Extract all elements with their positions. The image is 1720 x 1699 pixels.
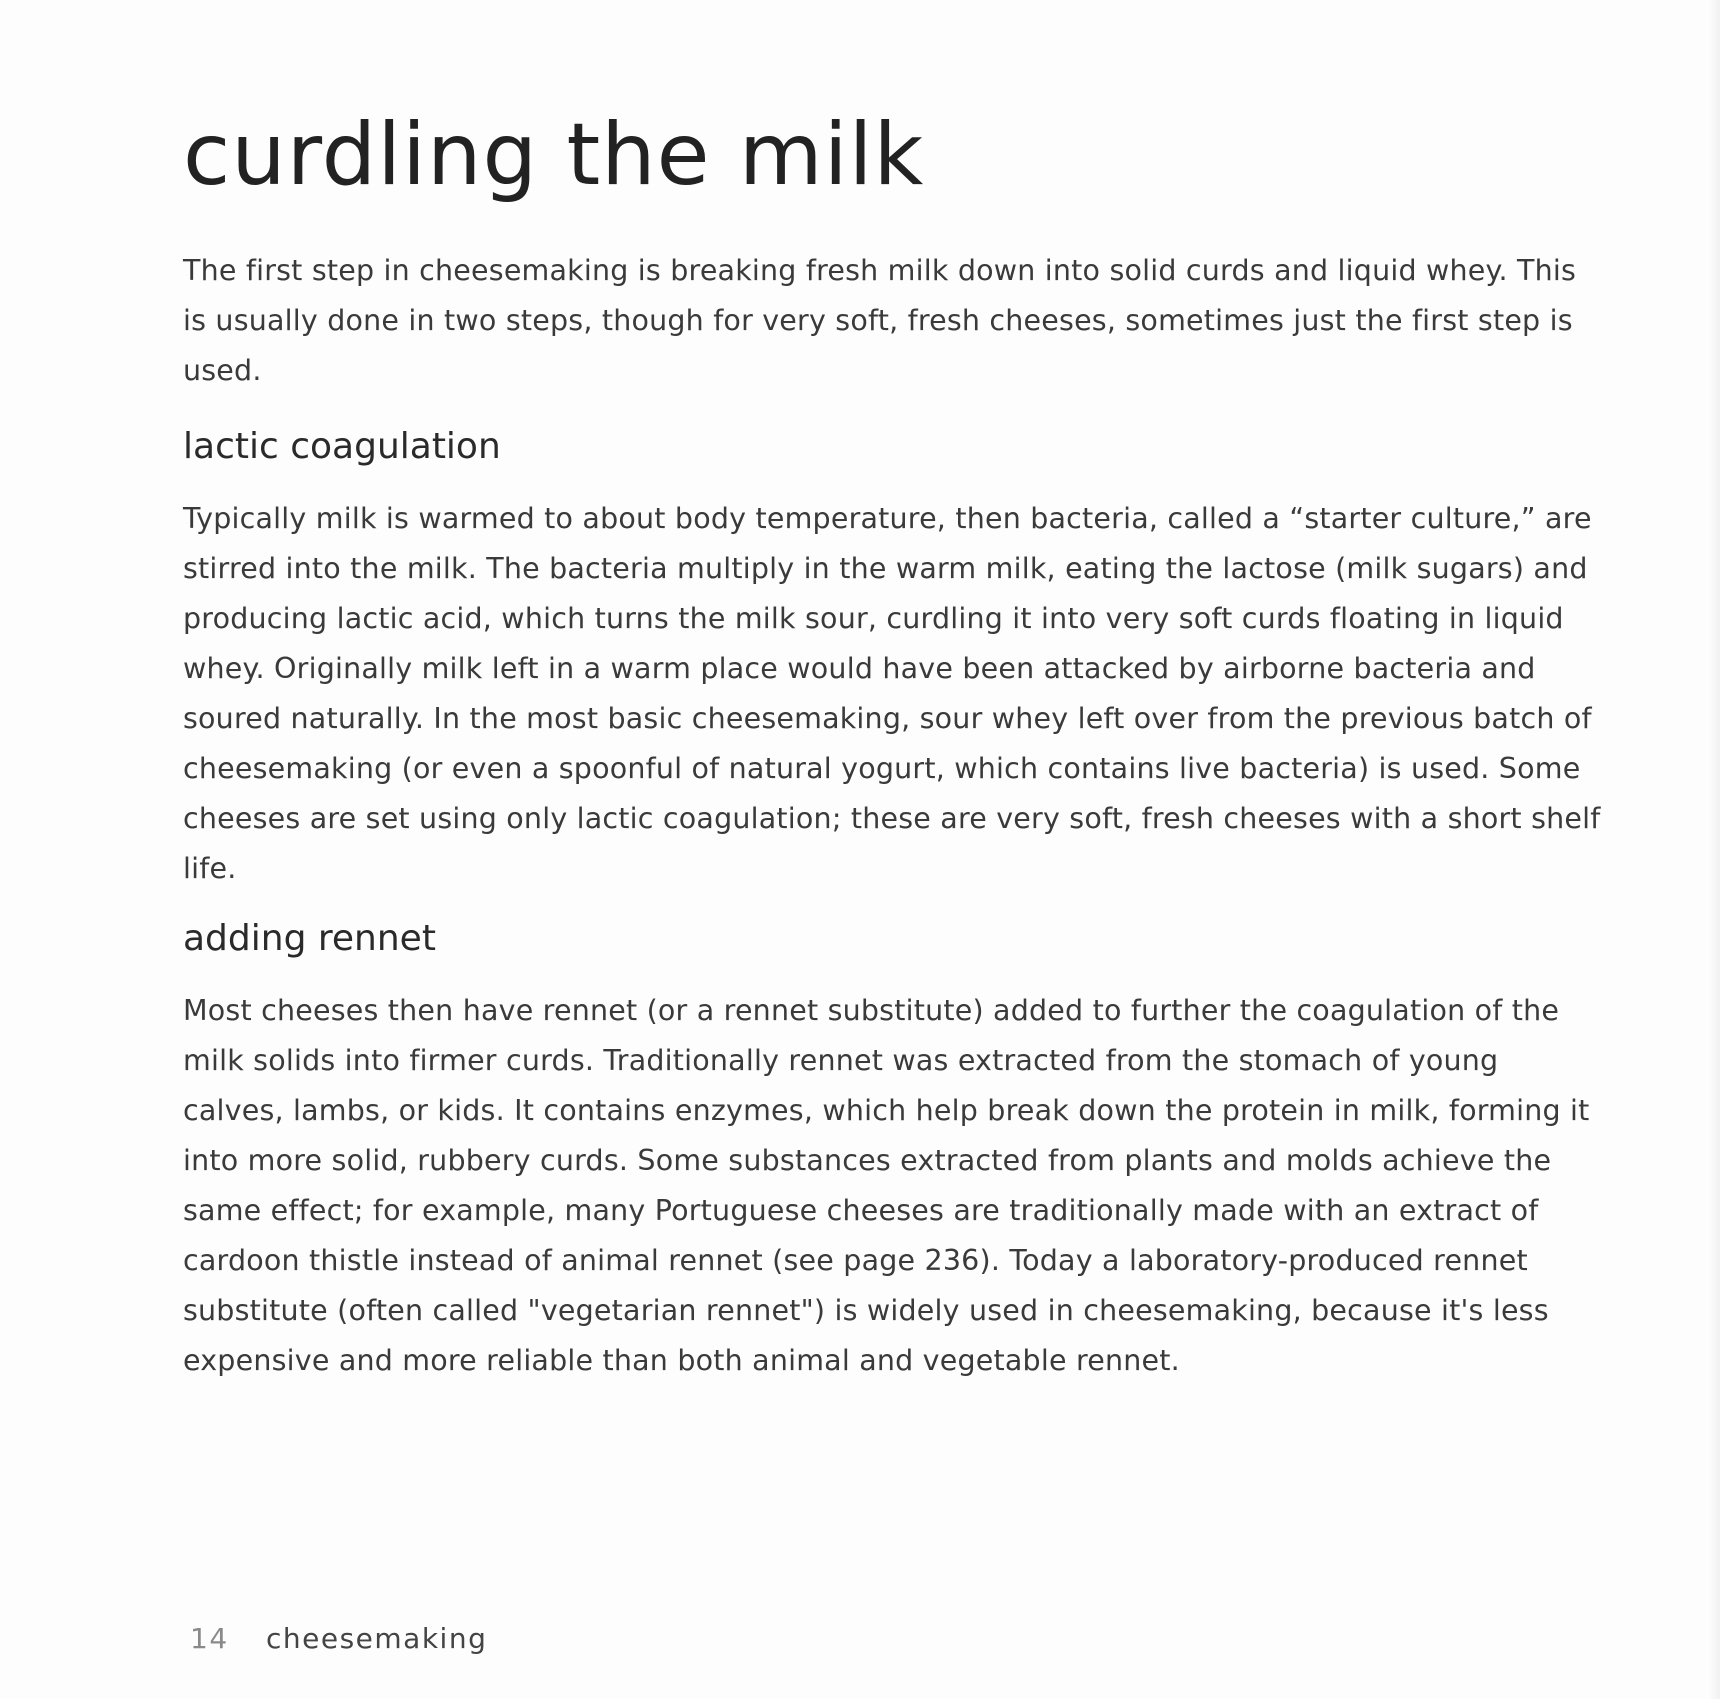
section-heading-lactic-coagulation: lactic coagulation [183, 426, 501, 467]
page-number: 14 [190, 1622, 229, 1655]
page-edge-shadow [1706, 0, 1720, 1699]
running-footer-title: cheesemaking [266, 1622, 488, 1655]
section-heading-adding-rennet: adding rennet [183, 918, 436, 959]
section-body-adding-rennet: Most cheeses then have rennet (or a rennet substitute) added to further the coagulation of the milk solids into firmer curds. Traditionally rennet was extracted from the stomach of young calves, lambs, or kids. It contains enzymes, which help break down the protein in milk, forming it into more solid, rubbery curds. Some substances extracted from plants and molds achieve the same effect; for example, many Portuguese cheeses are traditionally made with an extract of cardoon thistle instead of animal rennet (see page 236). Today a laboratory-produced rennet substitute (often called "vegetarian rennet") is widely used in cheesemaking, because it's less expensive and more reliable than both animal and vegetable rennet. [183, 994, 1590, 1377]
page-title: curdling the milk [183, 105, 925, 205]
page-footer [190, 1622, 487, 1655]
intro-paragraph: The first step in cheesemaking is breaking fresh milk down into solid curds and liquid whey. This is usually done in two steps, though for very soft, fresh cheeses, sometimes just the first step is used. [183, 254, 1577, 387]
section-body-lactic-coagulation: Typically milk is warmed to about body temperature, then bacteria, called a “starter culture,” are stirred into the milk. The bacteria multiply in the warm milk, eating the lactose (milk sugars) and producing lactic acid, which turns the milk sour, curdling it into very soft curds floating in liquid whey. Originally milk left in a warm place would have been attacked by airborne bacteria and soured naturally. In the most basic cheesemaking, sour whey left over from the previous batch of cheesemaking (or even a spoonful of natural yogurt, which contains live bacteria) is used. Some cheeses are set using only lactic coagulation; these are very soft, fresh cheeses with a short shelf life. [183, 502, 1601, 885]
page-content [183, 100, 1603, 1386]
